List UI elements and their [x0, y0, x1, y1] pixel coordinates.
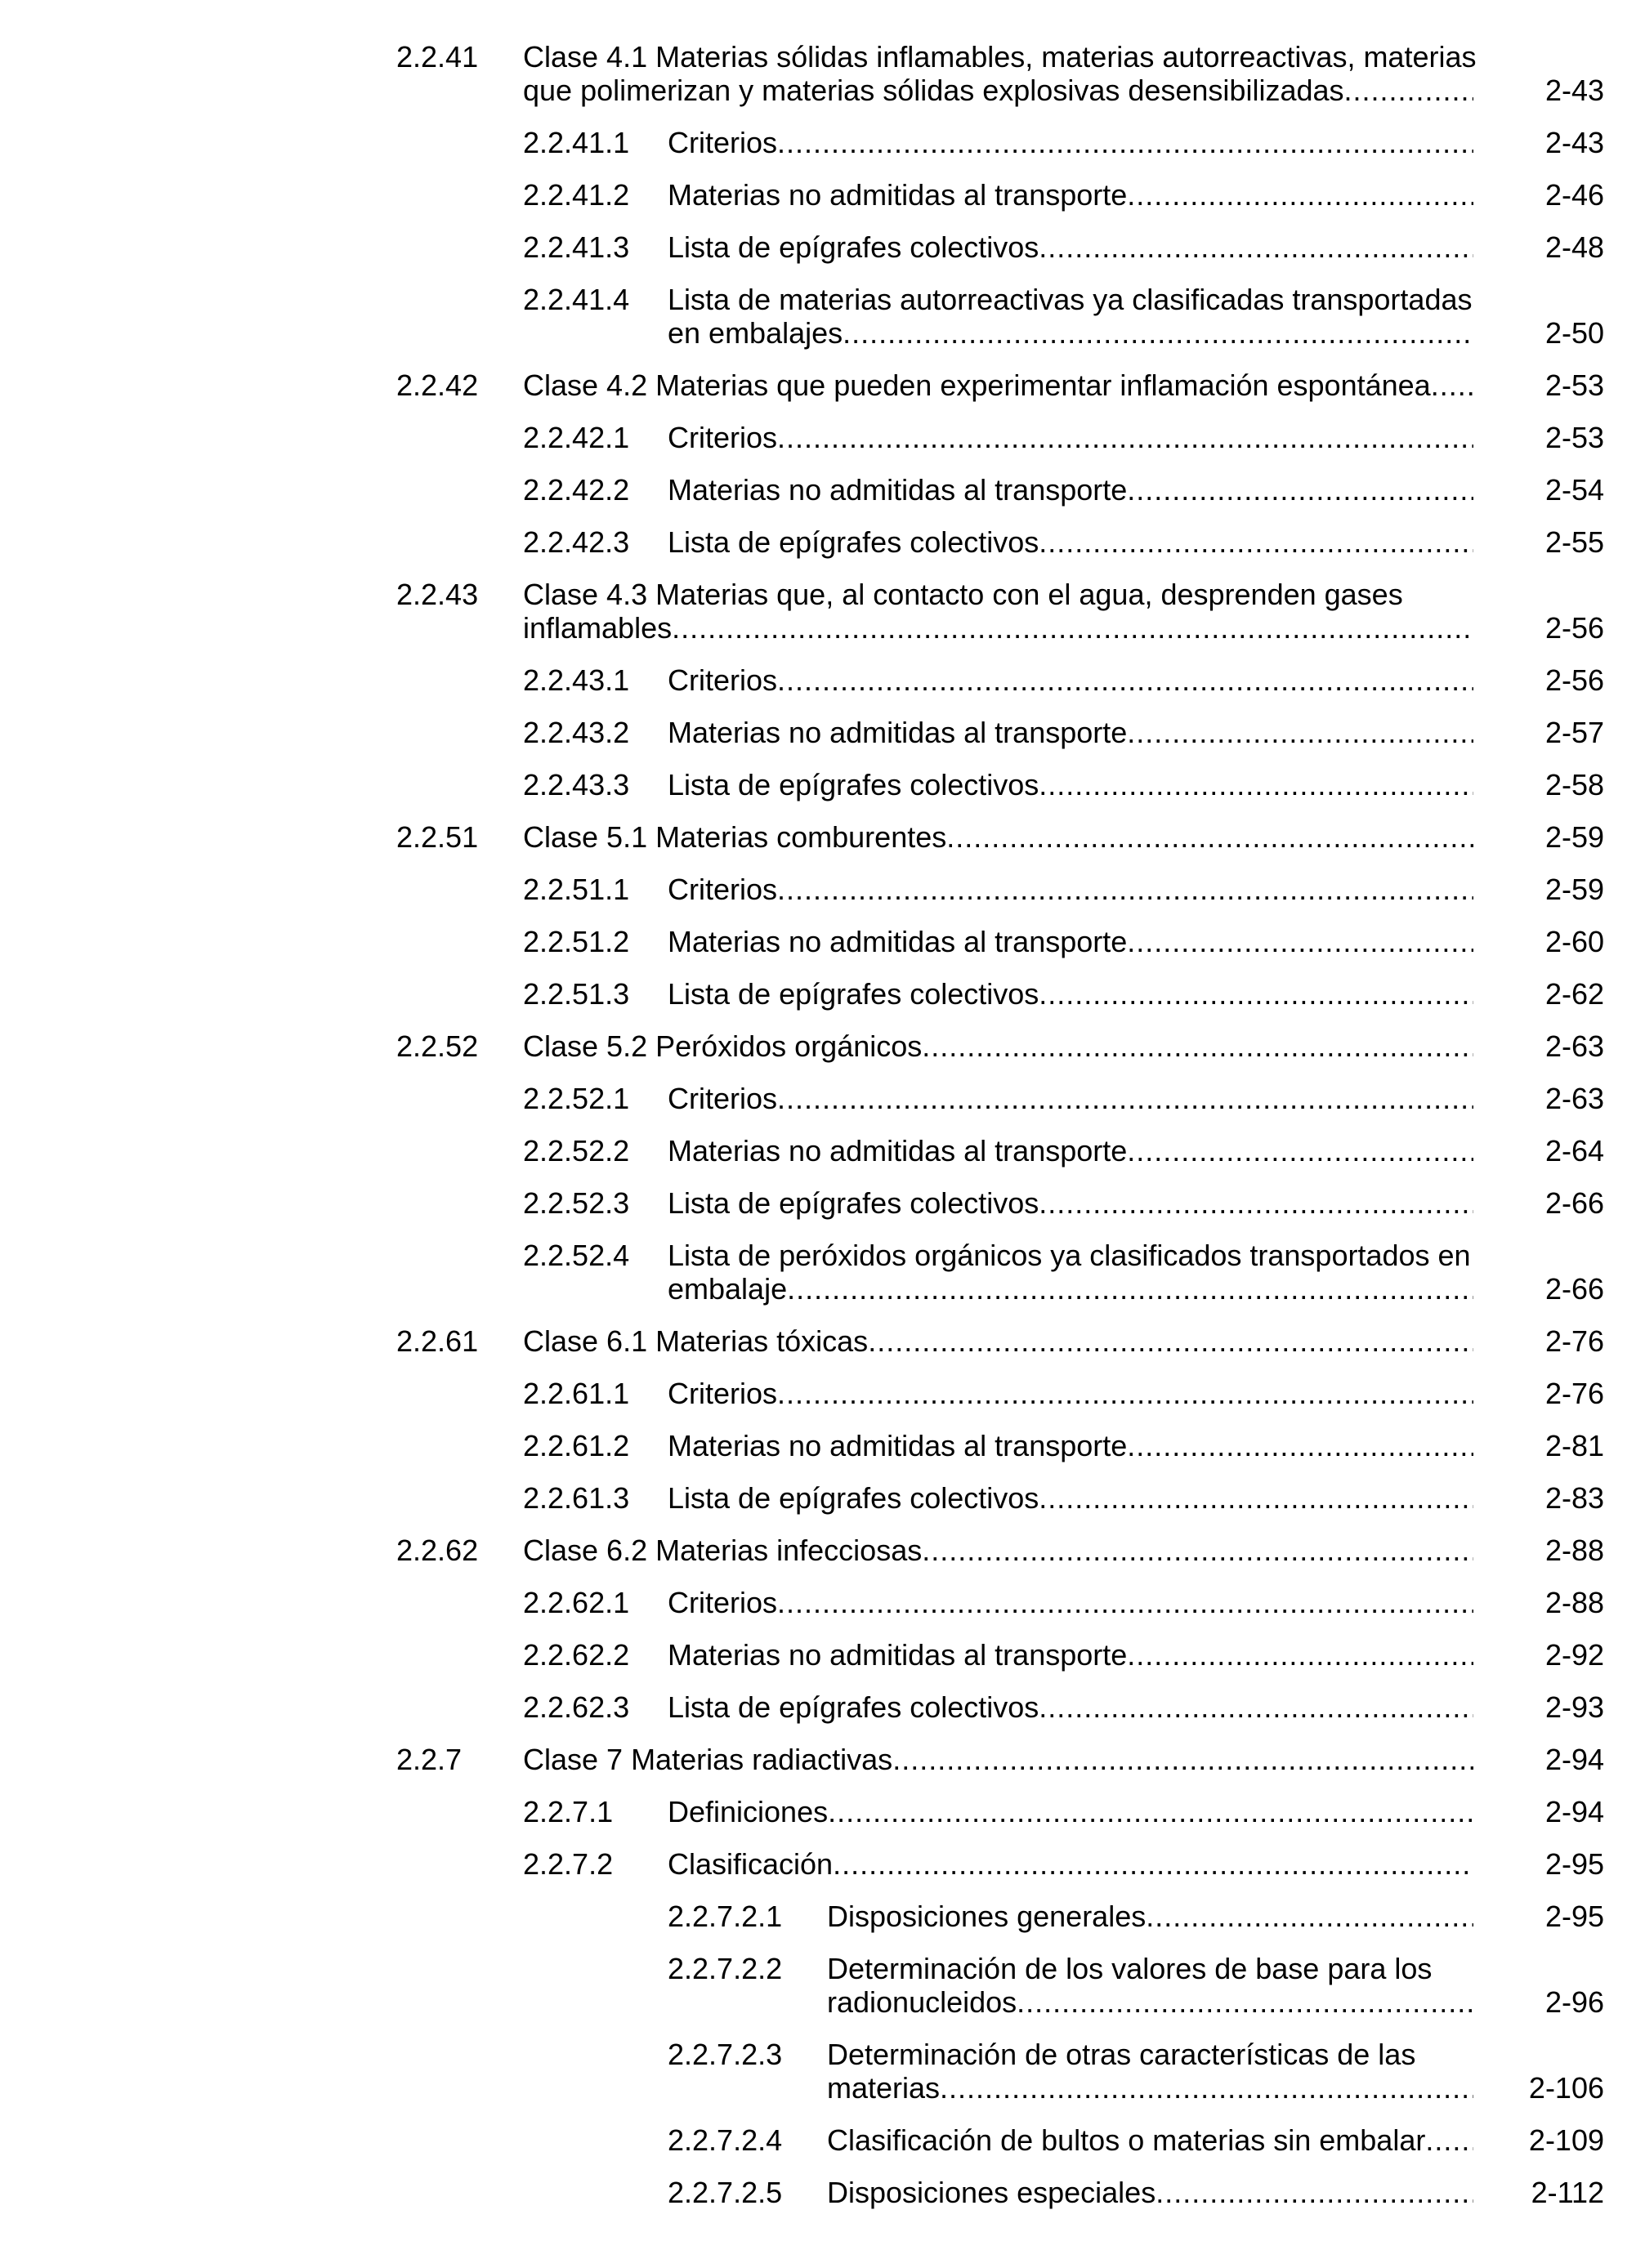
toc-entry-title-text: inflamables: [523, 611, 673, 645]
toc-entry[interactable]: [0, 1324, 1645, 1358]
toc-entry-title-line: [668, 1239, 1473, 1272]
toc-entry-page-number: 2-94: [1544, 1743, 1604, 1776]
toc-entry-title-text: Lista de epígrafes colectivos: [668, 1186, 1039, 1220]
toc-entry[interactable]: [0, 977, 1645, 1011]
toc-entry-number: 2.2.42.1: [523, 421, 630, 454]
toc-entry-number: 2.2.52.4: [523, 1239, 630, 1272]
dot-leader: [843, 316, 1473, 350]
toc-entry-title-text: Clasificación: [668, 1847, 834, 1881]
toc-entry-title-text: Definiciones: [668, 1795, 829, 1828]
toc-entry-number: 2.2.41.1: [523, 126, 630, 159]
toc-entry[interactable]: [0, 1377, 1645, 1410]
toc-entry-title-line: [668, 1638, 1473, 1672]
toc-entry-title: [668, 768, 1473, 801]
toc-entry[interactable]: [0, 1134, 1645, 1167]
toc-entry-page-number: 2-56: [1544, 611, 1604, 645]
dot-leader: [1039, 768, 1473, 801]
toc-entry-number: 2.2.7.2.5: [668, 2176, 783, 2209]
toc-entry-number: 2.2.42.3: [523, 525, 630, 559]
toc-entry-title-text: Clase 4.1 Materias sólidas inflamables, materias autorreactivas, materias: [523, 40, 1477, 74]
toc-entry[interactable]: [0, 1029, 1645, 1063]
toc-entry-page-number: 2-66: [1544, 1272, 1604, 1306]
dot-leader: [922, 1534, 1473, 1567]
toc-entry-title-line: [668, 1134, 1473, 1167]
toc-entry[interactable]: [0, 1082, 1645, 1115]
toc-entry-title: [668, 1377, 1473, 1410]
toc-entry-title-text: Materias no admitidas al transporte: [668, 716, 1128, 749]
dot-leader: [922, 1029, 1473, 1063]
toc-entry-title-line: [668, 873, 1473, 906]
toc-entry-title-text: Lista de peróxidos orgánicos ya clasificados transportados en: [668, 1239, 1471, 1272]
toc-entry-title: [668, 525, 1473, 559]
toc-entry-title-line: [668, 316, 1473, 350]
toc-entry-title: [668, 873, 1473, 906]
toc-entry-page-number: 2-106: [1528, 2071, 1604, 2105]
toc-entry-number: 2.2.42: [396, 368, 479, 402]
dot-leader: [1127, 178, 1473, 212]
toc-entry-title: [668, 1134, 1473, 1167]
toc-entry-number: 2.2.43.2: [523, 716, 630, 749]
dot-leader: [1127, 1638, 1473, 1672]
dot-leader: [1017, 1985, 1473, 2019]
toc-entry-title: [668, 1082, 1473, 1115]
toc-entry-number: 2.2.7.2.3: [668, 2038, 783, 2071]
toc-entry-page-number: 2-48: [1544, 230, 1604, 264]
toc-entry-title: [827, 1900, 1473, 1933]
toc-entry[interactable]: [0, 2038, 1645, 2105]
toc-entry-page-number: 2-81: [1544, 1429, 1604, 1462]
toc-entry-title: [523, 820, 1473, 854]
dot-leader: [892, 1743, 1473, 1776]
toc-entry-title: [668, 977, 1473, 1011]
toc-entry-title: [523, 40, 1477, 107]
dot-leader: [777, 1586, 1473, 1619]
toc-entry-page-number: 2-94: [1544, 1795, 1604, 1828]
dot-leader: [777, 873, 1473, 906]
toc-entry-title: [523, 1534, 1473, 1567]
toc-entry-page-number: 2-96: [1544, 1985, 1604, 2019]
dot-leader: [940, 2071, 1473, 2105]
toc-entry-title-text: Materias no admitidas al transporte: [668, 925, 1128, 958]
toc-entry-title-line: [668, 1690, 1473, 1724]
toc-entry-number: 2.2.7.2.2: [668, 1952, 783, 1985]
toc-entry-title-line: [668, 473, 1473, 507]
toc-entry-title-text: Clase 4.2 Materias que pueden experimentar inflamación espontánea: [523, 368, 1431, 402]
toc-entry[interactable]: [0, 1847, 1645, 1881]
toc-entry-title-text: Materias no admitidas al transporte: [668, 1429, 1128, 1462]
toc-entry-title-text: Criterios: [668, 873, 778, 906]
toc-entry[interactable]: [0, 1481, 1645, 1515]
dot-leader: [1127, 1134, 1473, 1167]
toc-entry[interactable]: [0, 768, 1645, 801]
toc-entry-title-line: [523, 578, 1473, 611]
toc-entry-title-line: [668, 178, 1473, 212]
toc-entry-page-number: 2-93: [1544, 1690, 1604, 1724]
toc-entry-title-line: [523, 820, 1473, 854]
toc-entry-number: 2.2.43.1: [523, 663, 630, 697]
toc-entry-number: 2.2.62: [396, 1534, 479, 1567]
toc-entry[interactable]: [0, 663, 1645, 697]
toc-entry[interactable]: [0, 1743, 1645, 1776]
toc-entry-title: [668, 1847, 1473, 1881]
toc-entry[interactable]: [0, 126, 1645, 159]
toc-entry[interactable]: [0, 230, 1645, 264]
dot-leader: [1039, 230, 1473, 264]
dot-leader: [1039, 1690, 1473, 1724]
toc-entry-number: 2.2.61.3: [523, 1481, 630, 1515]
toc-entry-number: 2.2.43: [396, 578, 479, 611]
dot-leader: [868, 1324, 1473, 1358]
dot-leader: [1425, 2123, 1473, 2157]
toc-entry-title-line: [668, 525, 1473, 559]
toc-entry-title-text: Criterios: [668, 1082, 778, 1115]
toc-entry-title: [668, 716, 1473, 749]
toc-entry-title-text: Determinación de otras características de las: [827, 2038, 1416, 2071]
toc-entry-page-number: 2-59: [1544, 873, 1604, 906]
toc-entry[interactable]: [0, 473, 1645, 507]
toc-entry-number: 2.2.62.1: [523, 1586, 630, 1619]
toc-entry-title-line: [668, 977, 1473, 1011]
dot-leader: [1127, 925, 1473, 958]
dot-leader: [1039, 1481, 1473, 1515]
toc-entry-title-line: [827, 2176, 1473, 2209]
toc-entry-title-line: [668, 421, 1473, 454]
toc-entry-title: [668, 283, 1473, 350]
toc-entry-title: [668, 1429, 1473, 1462]
toc-entry-title-text: Disposiciones generales: [827, 1900, 1147, 1933]
toc-entry-title: [827, 1952, 1473, 2019]
toc-entry-number: 2.2.7.2.4: [668, 2123, 783, 2157]
toc-entry-number: 2.2.42.2: [523, 473, 630, 507]
toc-entry-title-line: [668, 716, 1473, 749]
toc-entry[interactable]: [0, 1638, 1645, 1672]
toc-entry-page-number: 2-55: [1544, 525, 1604, 559]
toc-entry-title-text: embalaje: [668, 1272, 788, 1306]
toc-entry-number: 2.2.62.3: [523, 1690, 630, 1724]
toc-entry-title-line: [668, 925, 1473, 958]
dot-leader: [946, 820, 1473, 854]
toc-entry-number: 2.2.61.2: [523, 1429, 630, 1462]
toc-entry-title-text: Clase 6.2 Materias infecciosas: [523, 1534, 923, 1567]
toc-entry-title-text: Lista de epígrafes colectivos: [668, 1481, 1039, 1515]
toc-entry[interactable]: [0, 2123, 1645, 2157]
toc-entry-number: 2.2.52.3: [523, 1186, 630, 1220]
toc-entry-page-number: 2-66: [1544, 1186, 1604, 1220]
toc-entry-title-line: [827, 1952, 1473, 1985]
toc-entry-number: 2.2.41: [396, 40, 479, 74]
toc-entry-title: [523, 578, 1473, 645]
toc-entry-title: [668, 663, 1473, 697]
toc-entry-title: [668, 126, 1473, 159]
toc-entry[interactable]: [0, 873, 1645, 906]
toc-entry-title-line: [827, 1900, 1473, 1933]
toc-entry-title-line: [523, 1324, 1473, 1358]
dot-leader: [828, 1795, 1473, 1828]
dot-leader: [672, 611, 1473, 645]
toc-entry[interactable]: [0, 1534, 1645, 1567]
toc-entry-page-number: 2-43: [1544, 126, 1604, 159]
toc-entry[interactable]: [0, 525, 1645, 559]
toc-entry-title: [668, 1239, 1473, 1306]
toc-entry-title-line: [827, 1985, 1473, 2019]
toc-entry-page-number: 2-95: [1544, 1847, 1604, 1881]
toc-entry-title-line: [668, 230, 1473, 264]
toc-entry-title-text: materias: [827, 2071, 941, 2105]
toc-entry-title-text: Lista de epígrafes colectivos: [668, 768, 1039, 801]
toc-entry-title: [668, 1638, 1473, 1672]
toc-entry-title-text: Criterios: [668, 1377, 778, 1410]
toc-entry-title-text: Clase 7 Materias radiactivas: [523, 1743, 893, 1776]
toc-entry-number: 2.2.51.3: [523, 977, 630, 1011]
toc-entry[interactable]: [0, 1186, 1645, 1220]
toc-entry[interactable]: [0, 1900, 1645, 1933]
toc-entry-number: 2.2.61.1: [523, 1377, 630, 1410]
dot-leader: [777, 421, 1473, 454]
toc-entry-number: 2.2.52.1: [523, 1082, 630, 1115]
toc-entry-title-text: Lista de epígrafes colectivos: [668, 525, 1039, 559]
toc-entry-page-number: 2-92: [1544, 1638, 1604, 1672]
toc-entry-page-number: 2-63: [1544, 1029, 1604, 1063]
toc-entry[interactable]: [0, 368, 1645, 402]
toc-entry-title-line: [668, 126, 1473, 159]
toc-entry-title-text: Clase 4.3 Materias que, al contacto con el agua, desprenden gases: [523, 578, 1403, 611]
dot-leader: [777, 126, 1473, 159]
toc-entry-page-number: 2-76: [1544, 1377, 1604, 1410]
dot-leader: [777, 663, 1473, 697]
toc-entry-title-text: Clase 5.1 Materias comburentes: [523, 820, 947, 854]
toc-entry-title-line: [668, 1272, 1473, 1306]
toc-entry[interactable]: [0, 1952, 1645, 2019]
dot-leader: [1039, 1186, 1473, 1220]
toc-entry-title: [668, 1795, 1473, 1828]
dot-leader: [777, 1377, 1473, 1410]
toc-entry-number: 2.2.52: [396, 1029, 479, 1063]
toc-entry-number: 2.2.51.1: [523, 873, 630, 906]
toc-entry-title-line: [668, 1586, 1473, 1619]
toc-entry[interactable]: [0, 178, 1645, 212]
dot-leader: [1039, 977, 1473, 1011]
toc-entry-page-number: 2-109: [1528, 2123, 1604, 2157]
toc-entry-title-text: Clasificación de bultos o materias sin embalar: [827, 2123, 1426, 2157]
toc-entry[interactable]: [0, 1239, 1645, 1306]
toc-entry-title-text: Materias no admitidas al transporte: [668, 178, 1128, 212]
toc-entry-title-line: [827, 2071, 1473, 2105]
toc-entry-number: 2.2.51: [396, 820, 479, 854]
toc-entry-page-number: 2-64: [1544, 1134, 1604, 1167]
toc-entry[interactable]: [0, 421, 1645, 454]
toc-entry[interactable]: [0, 1586, 1645, 1619]
toc-entry-title-line: [668, 1377, 1473, 1410]
toc-entry[interactable]: [0, 716, 1645, 749]
toc-entry-title-text: que polimerizan y materias sólidas explosivas desensibilizadas: [523, 74, 1344, 107]
toc-entry-number: 2.2.41.2: [523, 178, 630, 212]
toc-entry-number: 2.2.43.3: [523, 768, 630, 801]
toc-entry-title: [668, 1690, 1473, 1724]
dot-leader: [1431, 368, 1473, 402]
toc-entry-title-text: Lista de epígrafes colectivos: [668, 1690, 1039, 1724]
toc-entry-title-line: [827, 2123, 1473, 2157]
toc-entry-title-line: [523, 1534, 1473, 1567]
toc-entry-title: [668, 421, 1473, 454]
toc-entry-title-line: [668, 283, 1473, 316]
toc-entry-title: [668, 1586, 1473, 1619]
toc-entry-title-text: Materias no admitidas al transporte: [668, 1134, 1128, 1167]
toc-entry[interactable]: [0, 820, 1645, 854]
toc-entry-page-number: 2-112: [1531, 2176, 1604, 2209]
dot-leader: [1146, 1900, 1473, 1933]
toc-entry-title: [668, 473, 1473, 507]
toc-entry-page-number: 2-59: [1544, 820, 1604, 854]
toc-entry-page-number: 2-88: [1544, 1586, 1604, 1619]
dot-leader: [777, 1082, 1473, 1115]
toc-entry-title: [668, 925, 1473, 958]
dot-leader: [1039, 525, 1473, 559]
dot-leader: [833, 1847, 1473, 1881]
toc-entry-page-number: 2-63: [1544, 1082, 1604, 1115]
toc-entry-title-line: [523, 1743, 1473, 1776]
toc-entry-title-text: Materias no admitidas al transporte: [668, 1638, 1128, 1672]
toc-entry-page-number: 2-83: [1544, 1481, 1604, 1515]
toc-entry-page-number: 2-46: [1544, 178, 1604, 212]
toc-entry-title: [668, 1481, 1473, 1515]
toc-entry-title: [668, 230, 1473, 264]
toc-entry[interactable]: [0, 925, 1645, 958]
toc-entry-page-number: 2-57: [1544, 716, 1604, 749]
dot-leader: [1127, 1429, 1473, 1462]
toc-entry-number: 2.2.7: [396, 1743, 463, 1776]
toc-entry-number: 2.2.7.2: [523, 1847, 614, 1881]
dot-leader: [1127, 473, 1473, 507]
toc-entry-title-text: Criterios: [668, 1586, 778, 1619]
toc-entry-number: 2.2.7.2.1: [668, 1900, 783, 1933]
toc-entry-title: [827, 2123, 1473, 2157]
toc-entry-title-line: [668, 1429, 1473, 1462]
toc-entry-number: 2.2.41.4: [523, 283, 630, 316]
toc-entry-page-number: 2-50: [1544, 316, 1604, 350]
toc-entry-title-text: en embalajes: [668, 316, 843, 350]
toc-entry-page-number: 2-62: [1544, 977, 1604, 1011]
toc-entry-title-line: [523, 1029, 1473, 1063]
toc-entry-title-text: Criterios: [668, 663, 778, 697]
toc-entry-page-number: 2-53: [1544, 421, 1604, 454]
toc-entry[interactable]: [0, 1690, 1645, 1724]
toc-entry-title-text: radionucleidos: [827, 1985, 1017, 2019]
toc-entry-number: 2.2.61: [396, 1324, 479, 1358]
toc-entry-title-text: Disposiciones especiales: [827, 2176, 1156, 2209]
toc-entry-page-number: 2-56: [1544, 663, 1604, 697]
toc-entry-title-text: Lista de epígrafes colectivos: [668, 977, 1039, 1011]
toc-entry-title-line: [523, 74, 1473, 107]
toc-entry-title-line: [668, 1847, 1473, 1881]
toc-entry-title: [827, 2038, 1473, 2105]
toc-entry-title: [523, 1324, 1473, 1358]
toc-entry-title: [523, 368, 1473, 402]
toc-entry-page-number: 2-60: [1544, 925, 1604, 958]
toc-entry-title-line: [668, 1186, 1473, 1220]
toc-entry-number: 2.2.51.2: [523, 925, 630, 958]
toc-entry-title-line: [523, 611, 1473, 645]
toc-entry-title-text: Criterios: [668, 421, 778, 454]
toc-entry[interactable]: [0, 40, 1645, 107]
dot-leader: [1127, 716, 1473, 749]
toc-entry-page-number: 2-95: [1544, 1900, 1604, 1933]
toc-entry-page-number: 2-88: [1544, 1534, 1604, 1567]
toc-entry-number: 2.2.62.2: [523, 1638, 630, 1672]
toc-entry[interactable]: [0, 1795, 1645, 1828]
toc-entry-title-text: Criterios: [668, 126, 778, 159]
dot-leader: [1156, 2176, 1473, 2209]
toc-entry-title-line: [827, 2038, 1473, 2071]
toc-entry-page-number: 2-76: [1544, 1324, 1604, 1358]
toc-entry-number: 2.2.52.2: [523, 1134, 630, 1167]
toc-entry-title-line: [523, 40, 1477, 74]
toc-entry-title-text: Materias no admitidas al transporte: [668, 473, 1128, 507]
toc-entry[interactable]: [0, 1429, 1645, 1462]
toc-entry-title-line: [668, 1481, 1473, 1515]
toc-entry-title-line: [668, 663, 1473, 697]
toc-entry[interactable]: [0, 578, 1645, 645]
toc-entry-title-line: [668, 1082, 1473, 1115]
toc-entry-page-number: 2-58: [1544, 768, 1604, 801]
toc-entry[interactable]: [0, 283, 1645, 350]
toc-entry-page-number: 2-43: [1544, 74, 1604, 107]
toc-entry-title-text: Lista de epígrafes colectivos: [668, 230, 1039, 264]
toc-entry-title: [827, 2176, 1473, 2209]
toc-entry-title-text: Clase 5.2 Peróxidos orgánicos: [523, 1029, 923, 1063]
toc-entry-title-line: [668, 1795, 1473, 1828]
toc-entry-title: [668, 178, 1473, 212]
toc-entry-title-text: Clase 6.1 Materias tóxicas: [523, 1324, 869, 1358]
toc-entry-page-number: 2-54: [1544, 473, 1604, 507]
toc-entry-title: [523, 1743, 1473, 1776]
toc-entry-page-number: 2-53: [1544, 368, 1604, 402]
dot-leader: [1344, 74, 1473, 107]
toc-entry-title-text: Determinación de los valores de base para los: [827, 1952, 1433, 1985]
toc-entry[interactable]: [0, 2176, 1645, 2209]
toc-entry-title-text: Lista de materias autorreactivas ya clasificadas transportadas: [668, 283, 1473, 316]
toc-entry-title-line: [523, 368, 1473, 402]
toc-entry-number: 2.2.41.3: [523, 230, 630, 264]
toc-entry-title-line: [668, 768, 1473, 801]
dot-leader: [787, 1272, 1473, 1306]
toc-entry-number: 2.2.7.1: [523, 1795, 614, 1828]
toc-entry-title: [668, 1186, 1473, 1220]
toc-entry-title: [523, 1029, 1473, 1063]
